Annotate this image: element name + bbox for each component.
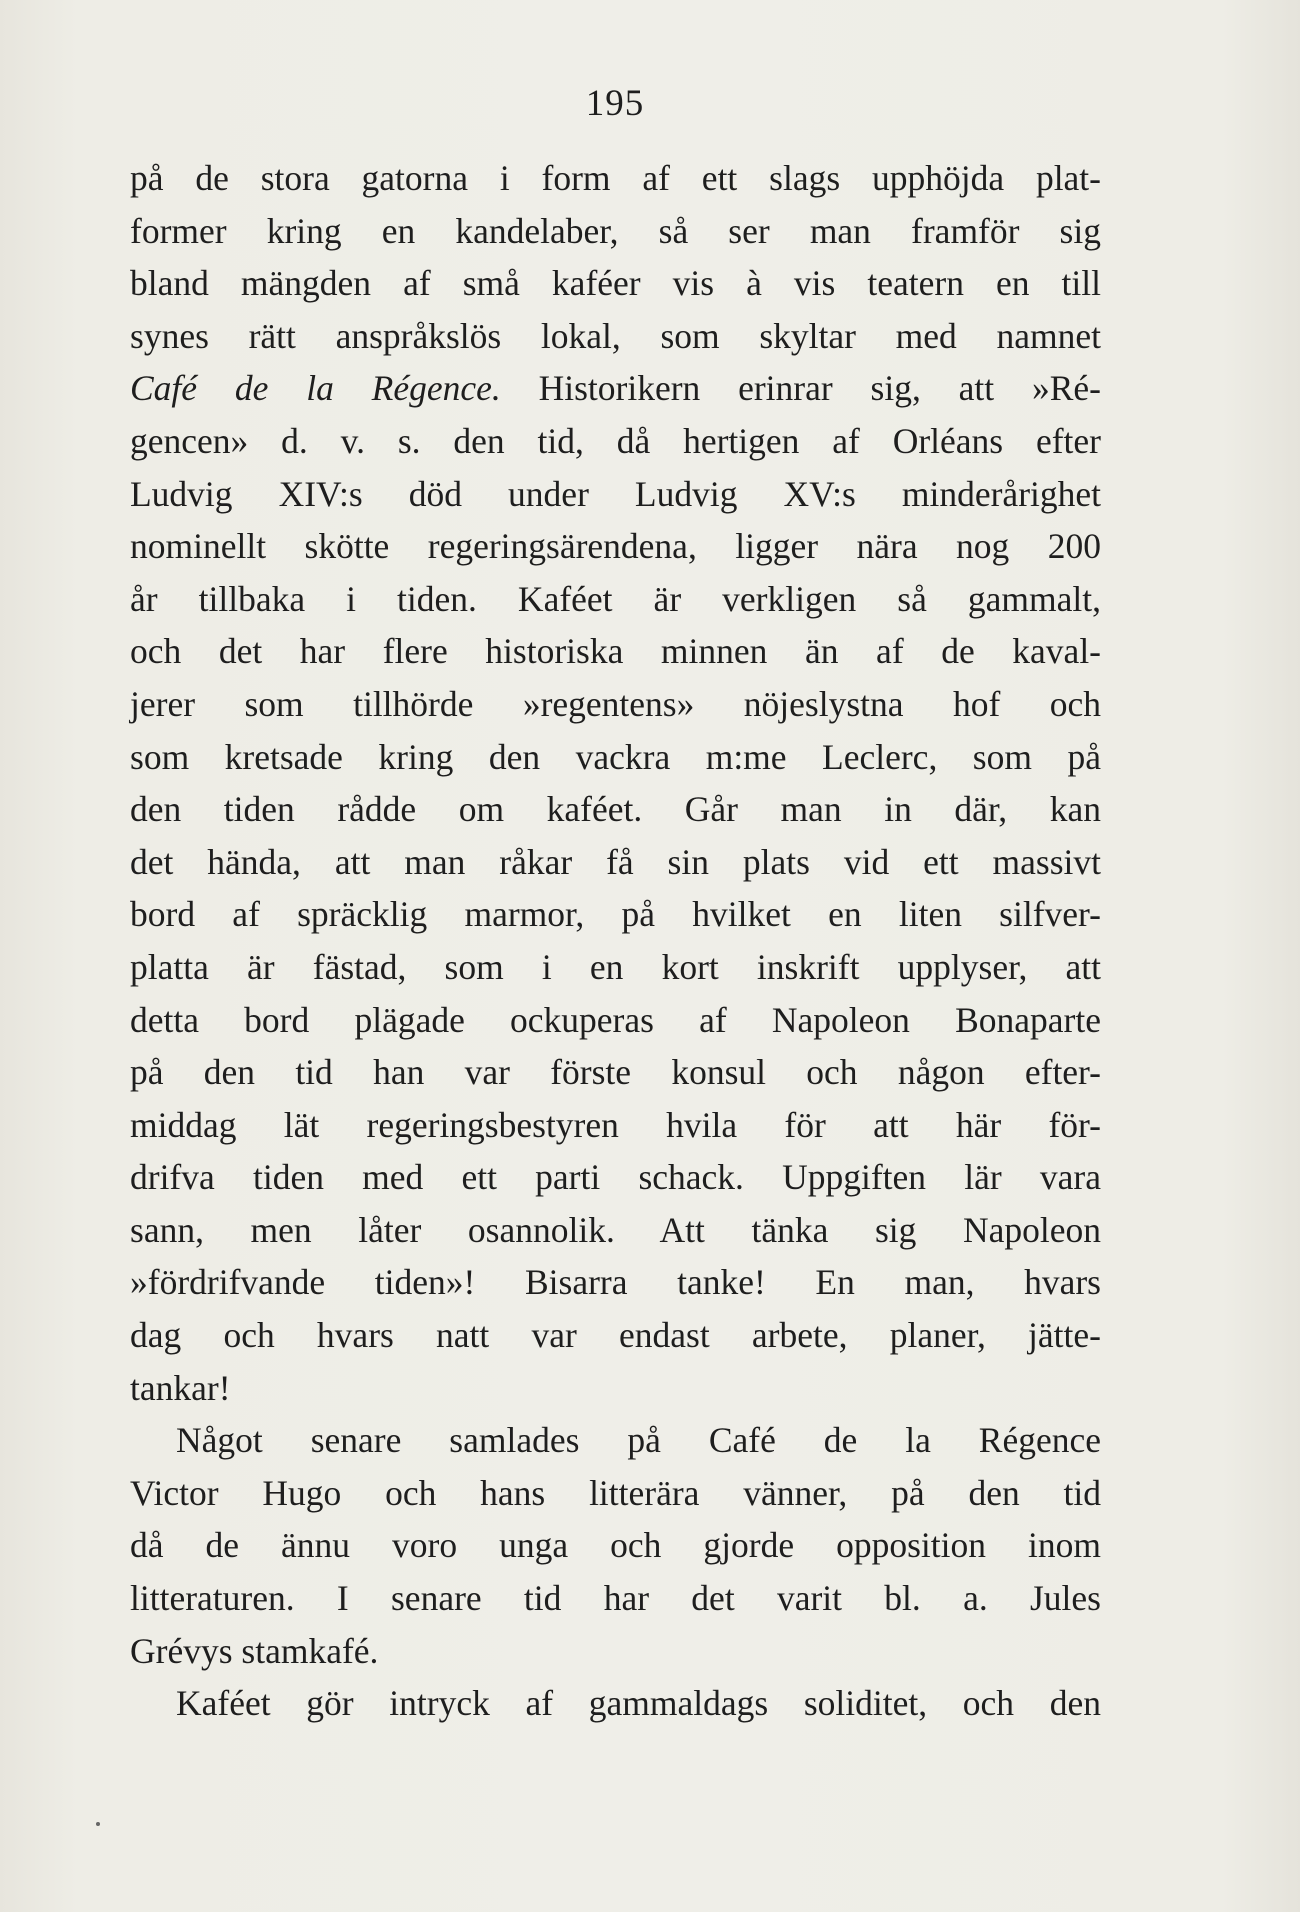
text-line: Victor Hugo och hans litterära vänner, på den tid bbox=[130, 1472, 1101, 1513]
text-line: dag och hvars natt var endast arbete, planer, jätte- bbox=[130, 1315, 1101, 1356]
paper-speck bbox=[96, 1822, 100, 1826]
text-line: sann, men låter osannolik. Att tänka sig Napoleon bbox=[130, 1209, 1101, 1250]
italic-cafe-name: Café de la Régence. bbox=[130, 368, 501, 409]
text-line: jerer som tillhörde »regentens» nöjeslystna hof och bbox=[130, 683, 1101, 724]
text-line: »fördrifvande tiden»! Bisarra tanke! En man, hvars bbox=[130, 1262, 1101, 1303]
text-line bbox=[130, 362, 1101, 415]
text-line: detta bord plägade ockuperas af Napoleon Bonaparte bbox=[130, 999, 1101, 1040]
text-line: det hända, att man råkar få sin plats vid ett massivt bbox=[130, 841, 1101, 882]
text-line: gencen» d. v. s. den tid, då hertigen af Orléans efter bbox=[130, 420, 1101, 461]
text-line: då de ännu voro unga och gjorde opposition inom bbox=[130, 1525, 1101, 1566]
text-line-paragraph-end: tankar! bbox=[130, 1367, 231, 1408]
text-line: år tillbaka i tiden. Kaféet är verkligen så gammalt, bbox=[130, 578, 1101, 619]
text-line: Ludvig XIV:s död under Ludvig XV:s minderårighet bbox=[130, 473, 1101, 514]
text-line: och det har flere historiska minnen än af de kaval- bbox=[130, 631, 1101, 672]
text-line: synes rätt anspråkslös lokal, som skyltar med namnet bbox=[130, 315, 1101, 356]
text-line: drifva tiden med ett parti schack. Uppgiften lär vara bbox=[130, 1157, 1101, 1198]
text-line: litteraturen. I senare tid har det varit bl. a. Jules bbox=[130, 1578, 1101, 1619]
text-line-paragraph-end: Grévys stamkafé. bbox=[130, 1630, 379, 1671]
page-number: 195 bbox=[585, 83, 645, 124]
text-line: bord af spräcklig marmor, på hvilket en liten silfver- bbox=[130, 894, 1101, 935]
text-line: former kring en kandelaber, så ser man framför sig bbox=[130, 210, 1101, 251]
text-line: som kretsade kring den vackra m:me Leclerc, som på bbox=[130, 736, 1101, 777]
text-line-paragraph-start: Kaféet gör intryck af gammaldags soliditet, och den bbox=[176, 1683, 1101, 1724]
text-line: den tiden rådde om kaféet. Går man in där, kan bbox=[130, 789, 1101, 830]
text-line: middag lät regeringsbestyren hvila för att här för- bbox=[130, 1104, 1101, 1145]
text-line-rest: Historikern erinrar sig, att »Ré- bbox=[500, 368, 1101, 409]
text-line: nominellt skötte regeringsärendena, ligger nära nog 200 bbox=[130, 526, 1101, 567]
body-text bbox=[130, 152, 1101, 1730]
text-line: platta är fästad, som i en kort inskrift upplyser, att bbox=[130, 946, 1101, 987]
text-line: på de stora gatorna i form af ett slags upphöjda plat- bbox=[130, 158, 1101, 198]
text-line: på den tid han var förste konsul och någon efter- bbox=[130, 1052, 1101, 1093]
text-line: bland mängden af små kaféer vis à vis teatern en till bbox=[130, 263, 1101, 304]
text-line-paragraph-start: Något senare samlades på Café de la Régence bbox=[176, 1420, 1101, 1461]
